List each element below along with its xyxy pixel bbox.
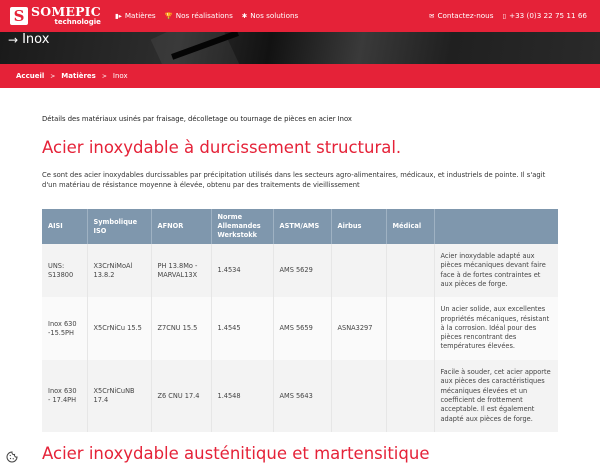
contact-link[interactable]	[429, 11, 493, 20]
column-header	[434, 209, 558, 244]
table-cell: X5CrNiCuNB 17.4	[87, 360, 151, 432]
table-cell: AMS 5659	[273, 297, 331, 360]
column-header: AISI	[42, 209, 87, 244]
phone-icon: ▯	[502, 11, 507, 20]
table-cell: Z6 CNU 17.4	[151, 360, 211, 432]
logo[interactable]	[10, 4, 101, 28]
table-cell: AMS 5643	[273, 360, 331, 432]
nav-label: Nos solutions	[250, 11, 299, 20]
column-header: Airbus	[331, 209, 386, 244]
column-header: ASTM/AMS	[273, 209, 331, 244]
logo-name: SOMEPIC	[31, 4, 101, 20]
phone-number: +33 (0)3 22 75 11 66	[509, 11, 587, 20]
table-cell	[386, 244, 434, 297]
gear-icon: ✱	[241, 11, 248, 20]
envelope-icon: ✉	[429, 11, 435, 20]
table-cell: AMS 5629	[273, 244, 331, 297]
table-cell: X5CrNiCu 15.5	[87, 297, 151, 360]
table-cell	[331, 244, 386, 297]
table-cell-description: Un acier solide, aux excellentes propriétés mécaniques, résistant à la corrosion. Idéal pour des pièces rencontrant des températures élevées.	[434, 297, 558, 360]
breadcrumb-matieres[interactable]: Matières	[61, 72, 96, 80]
main-nav	[115, 11, 298, 20]
table-cell: PH 13.8Mo - MARVAL13X	[151, 244, 211, 297]
chevron-right-icon: >	[50, 72, 56, 80]
nav-item-matieres[interactable]	[115, 11, 156, 20]
table-cell-description: Acier inoxydable adapté aux pièces mécaniques devant faire face à de fortes contraintes et aux pièces de forge.	[434, 244, 558, 297]
table-cell: 1.4548	[211, 360, 273, 432]
section-title: Acier inoxydable à durcissement structural.	[42, 138, 402, 157]
page-title	[8, 32, 49, 48]
table-row	[42, 244, 558, 297]
table-cell: ASNA3297	[331, 297, 386, 360]
nav-item-realisations[interactable]	[165, 11, 233, 20]
phone-link[interactable]	[502, 11, 587, 20]
top-navigation-bar	[0, 0, 600, 32]
logo-mark-icon: S	[10, 7, 28, 25]
column-header: Symbolique ISO	[87, 209, 151, 244]
table-cell	[386, 297, 434, 360]
table-cell-description: Facile à souder, cet acier apporte aux pièces des caractéristiques mécaniques élevées et un coefficient de frottement acceptable. Il est également adapté aux pièces de forge.	[434, 360, 558, 432]
contact-links	[429, 11, 587, 20]
column-header: Médical	[386, 209, 434, 244]
breadcrumb-bar	[0, 64, 600, 88]
nav-label: Nos réalisations	[175, 11, 233, 20]
table-row	[42, 297, 558, 360]
table-cell: X3CrNiMoAl 13.8.2	[87, 244, 151, 297]
chevron-right-icon: >	[101, 72, 107, 80]
table-cell: Inox 630 - 17.4PH	[42, 360, 87, 432]
cookie-settings-icon[interactable]	[6, 451, 18, 463]
table-cell: UNS: S13800	[42, 244, 87, 297]
materials-icon: ▮▸	[115, 11, 122, 20]
hero-banner	[0, 32, 600, 64]
table-cell	[331, 360, 386, 432]
table-cell: 1.4545	[211, 297, 273, 360]
materials-table	[42, 209, 558, 432]
column-header: AFNOR	[151, 209, 211, 244]
table-cell: 1.4534	[211, 244, 273, 297]
nav-label: Matières	[124, 11, 156, 20]
nav-item-solutions[interactable]	[242, 11, 298, 20]
table-cell	[386, 360, 434, 432]
trophy-icon: 🏆	[164, 11, 173, 20]
column-header: Norme Allemandes Werkstokk	[211, 209, 273, 244]
breadcrumb-home[interactable]: Accueil	[16, 72, 45, 80]
section-title: Acier inoxydable austénitique et martensitique	[42, 444, 430, 463]
table-header-row	[42, 209, 558, 244]
arrow-right-icon: →	[8, 33, 19, 47]
breadcrumb-current: Inox	[112, 72, 128, 80]
breadcrumb	[16, 72, 128, 80]
table-cell: Z7CNU 15.5	[151, 297, 211, 360]
table-cell: Inox 630 -15.5PH	[42, 297, 87, 360]
intro-text: Détails des matériaux usinés par fraisage, décolletage ou tournage de pièces en acier Inox	[42, 115, 352, 123]
logo-subtitle: technologie	[54, 17, 101, 26]
section-description: Ce sont des acier inoxydables durcissables par précipitation utilisés dans les secteurs agro-alimentaires, médicaux, et industriels de pointe. Il s'agit d'un matériau de résistance moyenne à élevée, obtenu par des traitements de vieillissement	[42, 171, 546, 189]
page-title-text: Inox	[22, 32, 50, 47]
contact-label: Contactez-nous	[437, 11, 494, 20]
table-row	[42, 360, 558, 432]
